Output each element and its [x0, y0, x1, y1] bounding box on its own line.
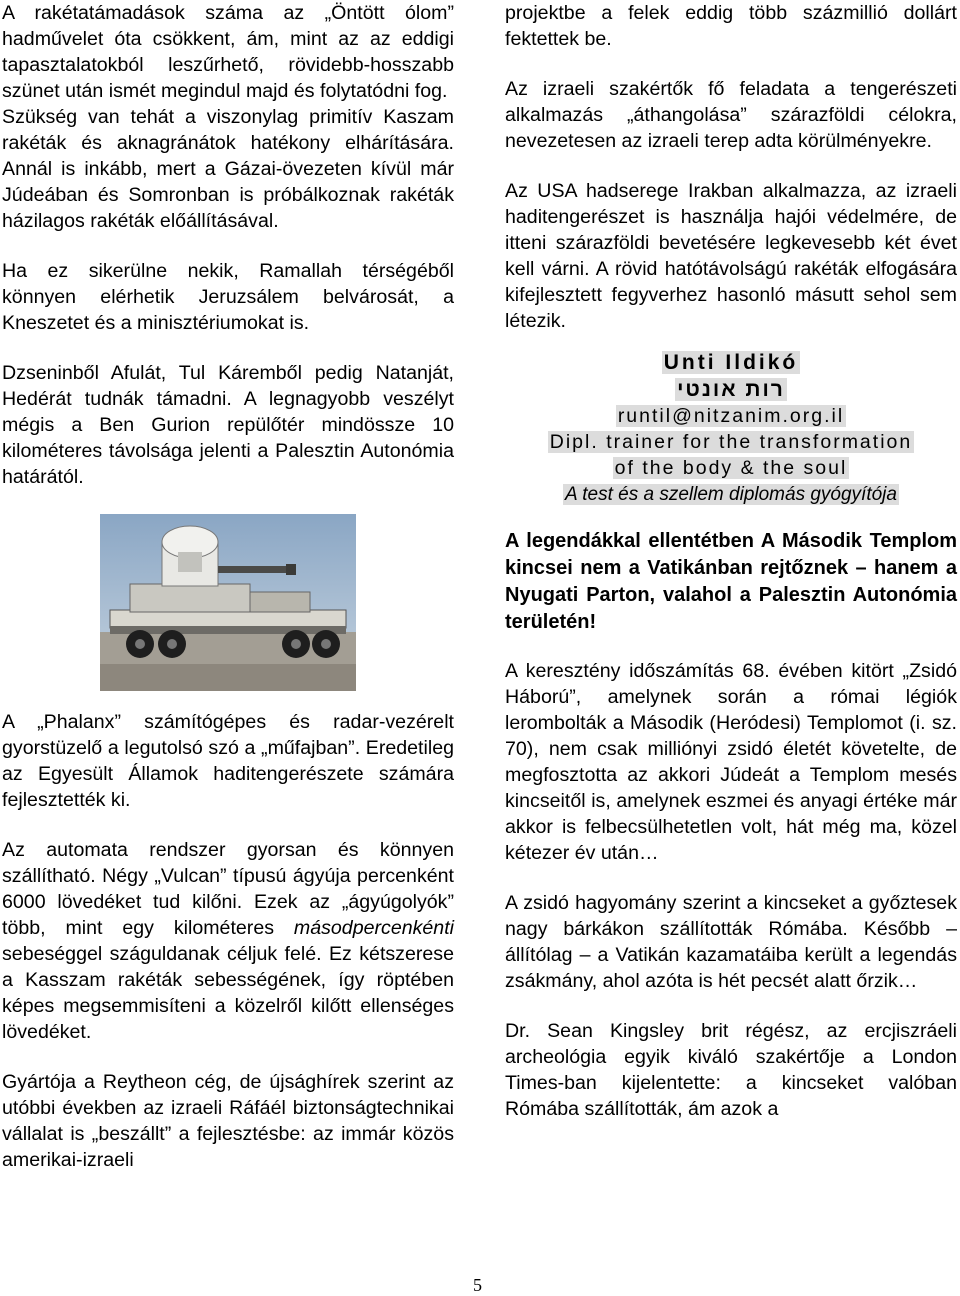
- paragraph-israeli-experts: Az izraeli szakértők fő feladata a tengerészeti alkalmazás „áthangolása” szárazföldi célokra, nevezetesen az izraeli terep adta körülményekre.: [505, 78, 957, 152]
- author-name-hebrew: רות אונטי: [677, 378, 785, 401]
- paragraph-automatic-system: [2, 837, 454, 1045]
- paragraph-need-defense: [2, 104, 454, 234]
- paragraph-rocket-attacks: [2, 0, 454, 104]
- paragraph-jewish-war: A keresztény időszámítás 68. évében kitört „Zsidó Háború”, amelynek során a római légiók lerombolták a Második (Heródesi) Templomot (i. sz. 70), nem csak milliónyi zsidó életét követelte, de megfosztotta az akkori Júdeát a Templom mesés kincseitől is, amelynek eszmei és anyagi értéke már akkor is felbecsülhetetlen volt, hát még ma, közel kétezer év után…: [505, 660, 957, 864]
- paragraph-text: Az automata rendszer gyorsan és könnyen szállítható. Négy „Vulcan” típusú ágyúja percenként 6000 lövedéket tud kilőni. Ezek az „ágyúgolyók” több, mint egy kilométeres: [2, 839, 454, 939]
- paragraph-ramallah: Ha ez sikerülne nekik, Ramallah térségéből könnyen elérhetik Jeruzsálem belvárosát, a Kneszetet és a minisztériumokat is.: [2, 260, 454, 334]
- phalanx-truck-photo: [100, 514, 356, 691]
- author-title-hungarian: A test és a szellem diplomás gyógyítója: [565, 484, 897, 505]
- author-title-line: of the body & the soul: [614, 457, 848, 479]
- paragraph-text: Szükség van tehát a viszonylag primitív Kaszam rakéták és aknagránátok hatékony elhárítására. Annál is inkább, mert a Gázai-övezeten kívül már Júdeában és Somronban is próbálkoznak rakéták házilagos rakéták előállításával.: [2, 106, 454, 232]
- left-column: [2, 0, 454, 1197]
- paragraph-jenin: Dzseninből Afulát, Tul Káremből pedig Natanját, Hedérát tudnák támadni. A legnagyobb veszélyt mégis a Ben Gurion repülőtér mindössze 10 kilométeres távolsága jelenti a Palesztin Autonómia határától.: [2, 362, 454, 488]
- author-title-line: Dipl. trainer for the transformation: [549, 431, 913, 453]
- paragraph-phalanx: A „Phalanx” számítógépes és radar-vezérelt gyorstüzelő a legutolsó szó a „műfajban”. Eredetileg az Egyesült Államok haditengerészete számára fejlesztették ki.: [2, 711, 454, 811]
- paragraph-text: A rakétatámadások száma az „Öntött ólom” hadművelet óta csökkent, ám, mint az az eddigi tapasztalatokból leszűrhető, rövidebb-hosszabb szünet után ismét megindul majd és folytatódni fog.: [2, 2, 454, 102]
- paragraph-manufacturer: Gyártója a Reytheon cég, de újsághírek szerint az utóbbi években az izraeli Ráfáél biztonságtechnikai vállalat is „beszállt” a fejlesztésbe: az immár közös amerikai-izraeli: [2, 1071, 454, 1171]
- paragraph-tradition: A zsidó hagyomány szerint a kincseket a győztesek nagy bárkákon szállították Rómába. Később – állítólag – a Vatikán kazamatáiba került a legendás zsákmány, ahol azóta is hét pecsét alatt őrzik…: [505, 892, 957, 992]
- right-column: [505, 0, 957, 1146]
- author-signature: [505, 350, 957, 508]
- article-headline: A legendákkal ellentétben A Második Templom kincsei nem a Vatikánban rejtőznek – hanem a Nyugati Parton, valahol a Palesztin Autonómia területén!: [505, 530, 957, 633]
- paragraph-text: sebeséggel száguldanak céljuk felé. Ez kétszerese a Kasszam rakéták sebességének, így röptében képes megsemmisíteni a közelről kilőtt ellenséges lövedéket.: [2, 943, 454, 1043]
- author-email[interactable]: runtil@nitzanim.org.il: [617, 405, 845, 427]
- author-name: Unti Ildikó: [663, 351, 799, 374]
- paragraph-kingsley: Dr. Sean Kingsley brit régész, az ercjiszráeli archeológia egyik kiváló szakértője a London Times-ban kijelentette: a kincseket valóban Rómába szállították, ám azok a: [505, 1020, 957, 1120]
- emphasis-text: másodpercenkénti: [293, 917, 454, 939]
- paragraph-usa-army: Az USA hadserege Irakban alkalmazza, az izraeli haditengerészet is használja hajói védelmére, de itteni szárazföldi bevetésére legkevesebb két évet kell várni. A rövid hatótávolságú rakéták elfogására kifejlesztett fegyverhez hasonló másutt sehol sem létezik.: [505, 180, 957, 332]
- page-number: 5: [473, 1275, 482, 1295]
- paragraph-project: projektbe a felek eddig több százmillió dollárt fektettek be.: [505, 2, 957, 50]
